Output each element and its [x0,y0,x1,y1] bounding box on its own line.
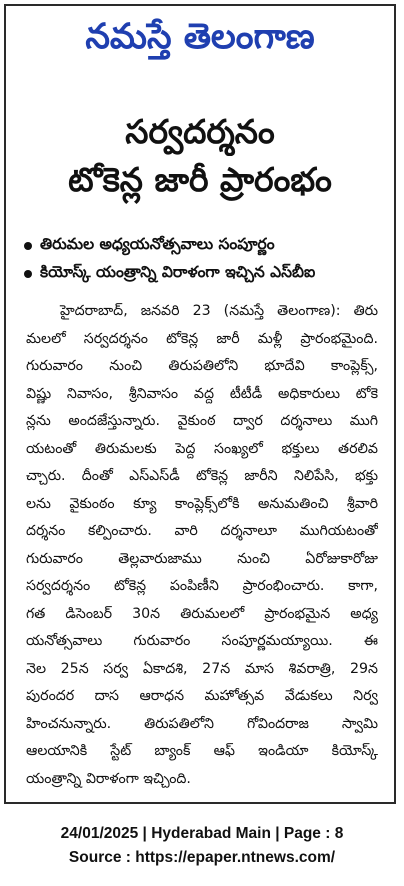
body-line: యటంతో తిరుమలకు పెద్ద సంఖ్యలో భక్తులు తరలివ [26,440,378,457]
article-body [26,298,378,793]
body-line: ఆలయానికి స్టేట్ బ్యాంక్ ఆఫ్ ఇండియా కియోస్క్ [26,743,378,759]
body-line: మలలో సర్వదర్శనం టోకెన్ల జారీ మళ్లీ ప్రారంభమైంది. [26,330,378,347]
headline-line-1: సర్వదర్శనం [125,112,275,151]
body-line: గురువారం నుంచి తిరుపతిలోని భూదేవి కాంప్లెక్స్, [26,358,378,374]
bullet-icon [24,270,32,278]
body-line: హించనున్నారు. తిరుపతిలోని గోవిందరాజ స్వామి [26,715,378,732]
body-line: నెల 25న సర్వ ఏకాదశి, 27న మాస శివరాత్రి, 29న [26,660,378,677]
body-line: గత డిసెంబర్ 30న తిరుమలలో ప్రారంభమైన అధ్య [26,605,378,622]
edition-info: 24/01/2025 | Hyderabad Main | Page : 8 [60,825,344,842]
body-line: యనోత్సవాలు గురువారం సంపూర్ణమయ్యాయి. ఈ [26,633,378,649]
source-link[interactable]: Source : https://epaper.ntnews.com/ [68,849,336,866]
bullet-icon [24,242,32,250]
bullet-item [24,232,384,260]
body-line: చ్చారు. దీంతో ఎస్‌ఎస్‌డీ టోకెన్ల జారీని నిలిపేసి, భక్తు [26,468,378,484]
body-line: గురువారం తెల్లవారుజాము నుంచి ఏరోజుకారోజు [26,550,378,567]
bullet-item [24,260,384,288]
body-line: విష్ణు నివాసం, శ్రీనివాసం వద్ద టీటీడీ అధికారులు టోకె [26,385,378,402]
source-footer [0,822,404,870]
body-line: హైదరాబాద్, జనవరి 23 (నమస్తే తెలంగాణ): తిరు [60,303,378,319]
body-line: పురందర దాస ఆరాధన మహోత్సవ వేడుకలు నిర్వ [26,688,378,704]
body-line: సర్వదర్శనం టోకెన్ల పంపిణీని ప్రారంభించారు. కాగా, [26,578,378,594]
subheading-bullets [24,232,384,288]
body-line: దర్శనం కల్పించారు. వారి దర్శనాలూ ముగియటంతో [26,523,378,539]
newspaper-masthead: నమస్తే తెలంగాణ [85,17,315,57]
bullet-text: కియోస్క్ యంత్రాన్ని విరాళంగా ఇచ్చిన ఎస్‌బీఐ [40,263,316,281]
body-line: లను వైకుంఠం క్యూ కాంప్లెక్స్‌లోకి అనుమతించి శ్రీవారి [26,495,378,512]
headline-line-2: టోకెన్ల జారీ ప్రారంభం [68,160,332,199]
body-line: యంత్రాన్ని విరాళంగా ఇచ్చింది. [26,770,191,787]
bullet-text: తిరుమల అధ్యయనోత్సవాలు సంపూర్ణం [40,235,275,253]
article-headline [6,108,394,204]
article-clipping [4,4,396,804]
body-line: న్లను అందజేస్తున్నారు. వైకుంఠ ద్వార దర్శనాలు ముగి [26,413,378,429]
